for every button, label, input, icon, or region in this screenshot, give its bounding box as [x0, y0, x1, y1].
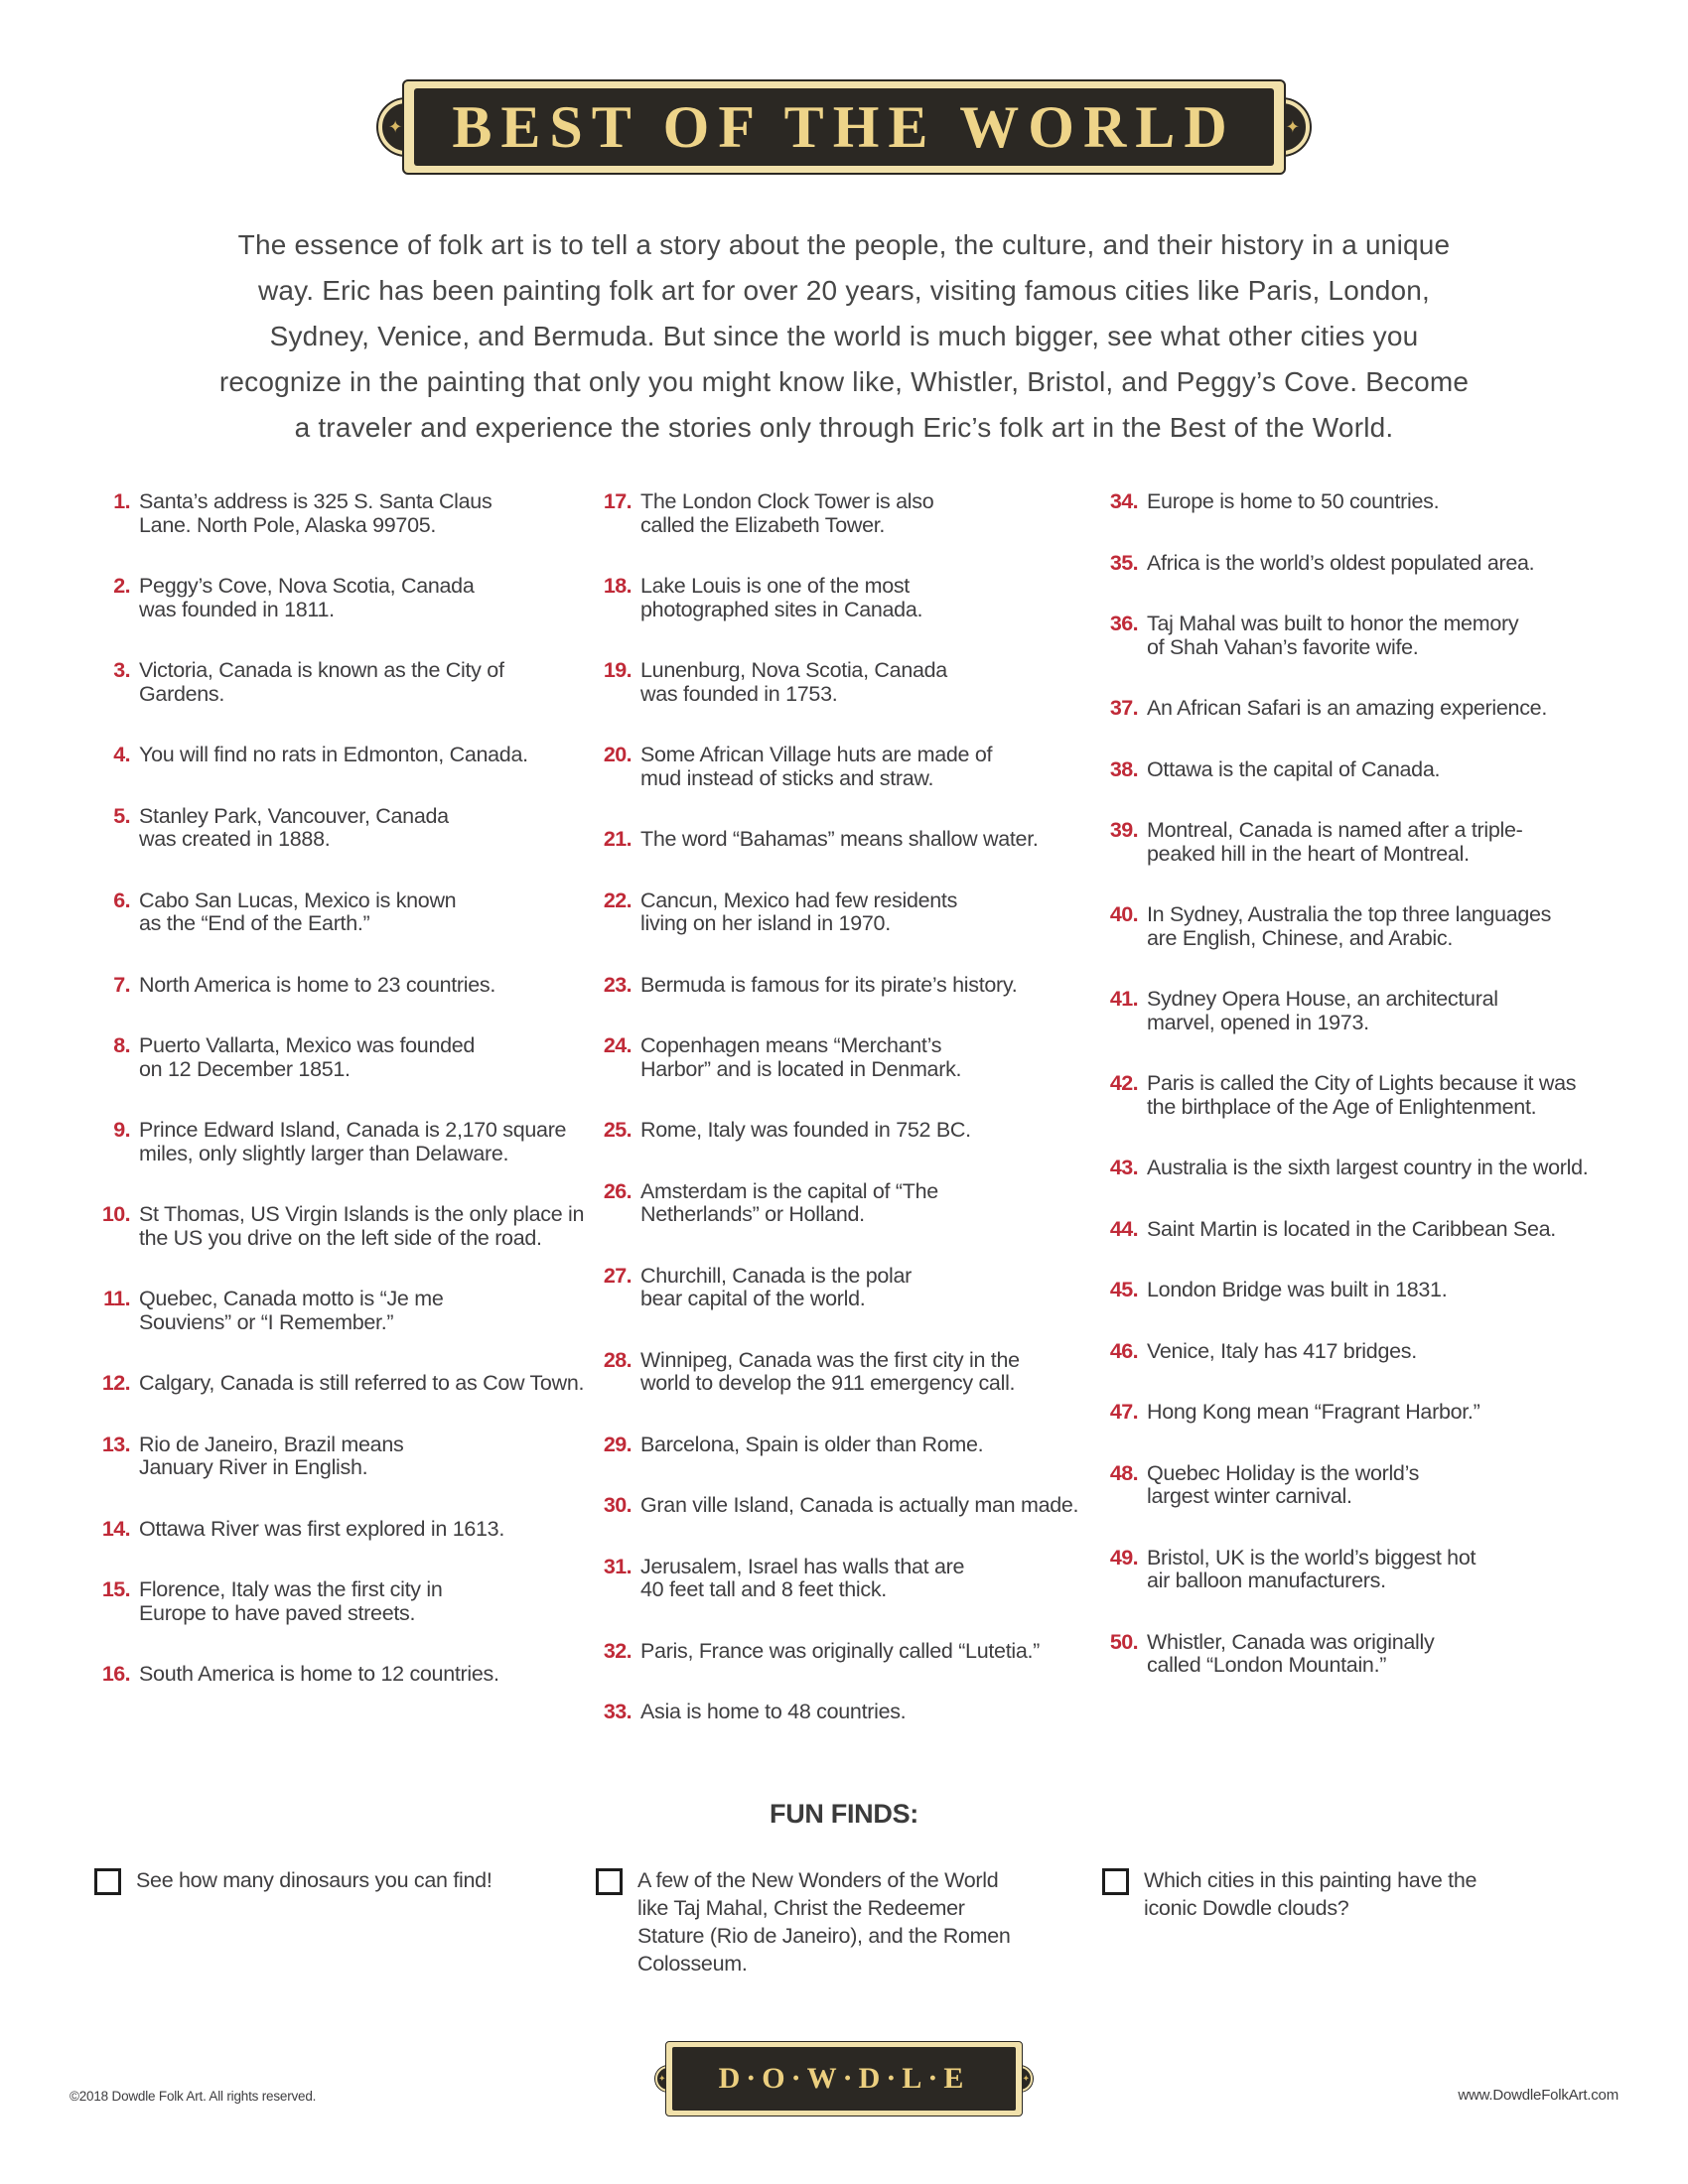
fact-line: Quebec, Canada motto is “Je me	[139, 1287, 444, 1310]
fact-line: Australia is the sixth largest country in the world.	[1147, 1156, 1589, 1179]
fact-number: 47.	[1109, 1400, 1138, 1424]
facts-column-1	[94, 490, 591, 1724]
fact-line: was created in 1888.	[139, 827, 331, 851]
fact-text	[1147, 1279, 1447, 1302]
fact-item-39	[1102, 819, 1599, 866]
fact-line: Saint Martin is located in the Caribbean Sea.	[1147, 1216, 1556, 1241]
fact-line: Santa’s address is 325 S. Santa Claus	[139, 489, 492, 513]
fact-number: 23.	[603, 972, 632, 997]
fact-text	[640, 744, 992, 790]
fact-text	[640, 1119, 971, 1143]
fact-text	[1147, 1547, 1476, 1593]
fact-line: Whistler, Canada was originally	[1147, 1629, 1435, 1654]
fun-find-text	[1144, 1866, 1477, 1922]
fact-line: bear capital of the world.	[640, 1287, 866, 1310]
fact-item-44	[1102, 1218, 1599, 1242]
fact-text	[1147, 552, 1534, 576]
fact-text	[640, 575, 922, 621]
intro-line: Sydney, Venice, and Bermuda. But since the world is much bigger, see what other cities you	[269, 321, 1419, 351]
fact-text	[640, 1494, 1078, 1518]
fact-text	[139, 1663, 499, 1687]
fact-item-6	[94, 889, 591, 936]
website-text: www.DowdleFolkArt.com	[1458, 2087, 1618, 2104]
fact-text	[139, 974, 495, 998]
fact-text	[139, 1288, 444, 1334]
fact-item-20	[596, 744, 1092, 790]
fact-line: are English, Chinese, and Arabic.	[1147, 925, 1454, 950]
fact-number: 8.	[113, 1033, 130, 1057]
fact-text	[139, 490, 492, 537]
fact-item-19	[596, 659, 1092, 706]
fact-number: 40.	[1109, 902, 1138, 926]
fact-number: 17.	[603, 489, 632, 513]
fact-line: Bermuda is famous for its pirate’s history.	[640, 972, 1018, 997]
fact-line: Bristol, UK is the world’s biggest hot	[1147, 1545, 1477, 1570]
fact-item-11	[94, 1288, 591, 1334]
fact-line: Prince Edward Island, Canada is 2,170 square	[139, 1118, 567, 1142]
fact-line: air balloon manufacturers.	[1147, 1569, 1386, 1592]
fact-number: 11.	[103, 1287, 130, 1310]
fact-number: 34.	[1109, 489, 1138, 513]
fact-item-38	[1102, 758, 1599, 782]
fact-text	[1147, 903, 1551, 950]
fact-line: Lunenburg, Nova Scotia, Canada	[640, 658, 947, 682]
fact-text	[139, 1034, 475, 1081]
fun-find-item-2	[596, 1866, 1092, 1978]
fact-number: 20.	[603, 743, 632, 766]
fact-text	[1147, 1401, 1479, 1425]
fact-text	[139, 575, 475, 621]
fact-item-5	[94, 805, 591, 852]
fact-text	[1147, 1072, 1576, 1119]
fact-item-22	[596, 889, 1092, 936]
fact-item-17	[596, 490, 1092, 537]
fact-line: You will find no rats in Edmonton, Canada.	[139, 743, 528, 766]
fact-line: Cancun, Mexico had few residents	[640, 887, 958, 912]
fact-line: Netherlands” or Holland.	[640, 1202, 865, 1226]
fact-text	[640, 659, 947, 706]
fact-line: Montreal, Canada is named after a triple-	[1147, 818, 1523, 842]
fact-line: called the Elizabeth Tower.	[640, 512, 886, 537]
logo-wordmark: D·O·W·D·L·E	[718, 2062, 970, 2095]
fact-number: 15.	[101, 1577, 130, 1601]
fact-line: of Shah Vahan’s favorite wife.	[1147, 634, 1419, 659]
fact-item-13	[94, 1433, 591, 1480]
fact-text	[1147, 1462, 1419, 1509]
fact-number: 30.	[603, 1493, 632, 1517]
fact-line: An African Safari is an amazing experience.	[1147, 696, 1547, 720]
fun-find-item-3	[1102, 1866, 1599, 1922]
fact-text	[139, 1372, 584, 1396]
fact-item-49	[1102, 1547, 1599, 1593]
fact-line: Churchill, Canada is the polar	[640, 1263, 913, 1288]
fact-text	[640, 889, 957, 936]
fact-line: Souviens” or “I Remember.”	[139, 1309, 394, 1334]
fact-number: 14.	[101, 1516, 130, 1541]
fact-item-4	[94, 744, 591, 767]
title-banner	[388, 79, 1300, 175]
fact-item-18	[596, 575, 1092, 621]
fun-finds-heading: FUN FINDS:	[770, 1799, 918, 1829]
fact-line: called “London Mountain.”	[1147, 1653, 1387, 1677]
fact-text	[640, 1180, 938, 1227]
fact-line: Lake Louis is one of the most	[640, 574, 910, 598]
fact-item-16	[94, 1663, 591, 1687]
fact-item-29	[596, 1433, 1092, 1457]
fact-line: Peggy’s Cove, Nova Scotia, Canada	[139, 574, 475, 598]
fact-number: 45.	[1109, 1278, 1138, 1301]
fun-find-line: Stature (Rio de Janeiro), and the Romen	[637, 1924, 1011, 1948]
fact-number: 22.	[603, 887, 632, 912]
fact-line: was founded in 1811.	[139, 597, 335, 621]
facts-column-3	[1102, 490, 1599, 1715]
fact-item-3	[94, 659, 591, 706]
fact-number: 28.	[603, 1347, 632, 1372]
intro-line: recognize in the painting that only you might know like, Whistler, Bristol, and Peggy’s Cove. Become	[218, 366, 1470, 397]
fact-text	[139, 805, 449, 852]
facts-column-2	[596, 490, 1092, 1762]
fact-item-26	[596, 1180, 1092, 1227]
banner-field	[414, 88, 1274, 166]
fact-item-35	[1102, 552, 1599, 576]
fact-text	[640, 974, 1017, 998]
fun-find-line: Which cities in this painting have the	[1144, 1868, 1477, 1892]
fact-line: Stanley Park, Vancouver, Canada	[139, 803, 449, 828]
fun-find-line: like Taj Mahal, Christ the Redeemer	[637, 1896, 965, 1920]
fact-number: 38.	[1109, 756, 1138, 781]
fact-text	[139, 1518, 504, 1542]
fact-item-50	[1102, 1631, 1599, 1678]
fact-line: Copenhagen means “Merchant’s	[640, 1033, 942, 1057]
fact-text	[1147, 613, 1518, 659]
fact-text	[139, 1578, 443, 1625]
fun-find-text	[136, 1866, 492, 1895]
fact-item-40	[1102, 903, 1599, 950]
fun-find-line: See how many dinosaurs you can find!	[136, 1868, 492, 1892]
fact-number: 18.	[603, 574, 632, 598]
fact-text	[640, 1349, 1020, 1396]
fact-number: 25.	[603, 1118, 632, 1142]
fact-number: 5.	[113, 803, 130, 828]
fact-item-28	[596, 1349, 1092, 1396]
fact-text	[1147, 1157, 1588, 1180]
fact-number: 27.	[603, 1263, 632, 1288]
fact-number: 33.	[603, 1700, 632, 1723]
fact-line: peaked hill in the heart of Montreal.	[1147, 841, 1470, 866]
fact-line: Europe to have paved streets.	[139, 1600, 416, 1625]
copyright-text: ©2018 Dowdle Folk Art. All rights reserved.	[70, 2089, 317, 2104]
fact-line: St Thomas, US Virgin Islands is the only place in	[139, 1202, 585, 1226]
fact-line: Barcelona, Spain is older than Rome.	[640, 1432, 984, 1456]
fact-text	[1147, 819, 1522, 866]
fact-item-15	[94, 1578, 591, 1625]
fun-find-checkbox[interactable]	[596, 1868, 623, 1895]
fact-item-33	[596, 1701, 1092, 1724]
fact-line: miles, only slightly larger than Delaware.	[139, 1141, 509, 1165]
fact-number: 4.	[113, 743, 130, 766]
fact-line: The London Clock Tower is also	[640, 489, 934, 513]
fun-find-line: Colosseum.	[637, 1952, 748, 1976]
fact-line: Calgary, Canada is still referred to as Cow Town.	[139, 1371, 585, 1395]
fact-item-9	[94, 1119, 591, 1165]
fact-line: Ottawa is the capital of Canada.	[1147, 756, 1441, 781]
fact-line: was founded in 1753.	[640, 681, 838, 706]
fact-number: 31.	[603, 1554, 632, 1578]
fact-item-45	[1102, 1279, 1599, 1302]
fact-line: Quebec Holiday is the world’s	[1147, 1460, 1420, 1485]
fact-number: 42.	[1109, 1071, 1138, 1095]
fact-text	[139, 1433, 403, 1480]
fact-number: 12.	[101, 1371, 130, 1395]
fact-text	[1147, 1340, 1417, 1364]
fact-item-41	[1102, 988, 1599, 1034]
fact-number: 35.	[1109, 550, 1138, 575]
fact-line: Lane. North Pole, Alaska 99705.	[139, 512, 437, 537]
fact-line: mud instead of sticks and straw.	[640, 765, 934, 790]
intro-paragraph	[109, 222, 1579, 451]
fact-number: 24.	[603, 1033, 632, 1057]
fact-line: Puerto Vallarta, Mexico was founded	[139, 1033, 476, 1057]
fun-find-checkbox[interactable]	[1102, 1868, 1129, 1895]
fact-line: the birthplace of the Age of Enlightenment.	[1147, 1094, 1537, 1119]
fact-item-34	[1102, 490, 1599, 514]
fact-item-32	[596, 1640, 1092, 1664]
fact-text	[1147, 490, 1439, 514]
fact-item-31	[596, 1556, 1092, 1602]
fact-text	[139, 659, 591, 706]
fact-number: 1.	[113, 489, 130, 513]
fact-text	[640, 1265, 912, 1311]
fact-line: marvel, opened in 1973.	[1147, 1010, 1369, 1034]
fact-line: Winnipeg, Canada was the first city in the	[640, 1347, 1020, 1372]
fact-line: Taj Mahal was built to honor the memory	[1147, 612, 1519, 635]
fact-item-36	[1102, 613, 1599, 659]
fact-item-48	[1102, 1462, 1599, 1509]
fact-item-7	[94, 974, 591, 998]
fact-text	[640, 1701, 906, 1724]
fact-item-42	[1102, 1072, 1599, 1119]
fleur-ornament-icon: ✦	[388, 117, 403, 137]
logo-field	[672, 2047, 1016, 2111]
fleur-ornament-icon: ✦	[1285, 117, 1300, 137]
fact-item-14	[94, 1518, 591, 1542]
fact-line: January River in English.	[139, 1455, 368, 1479]
fact-number: 49.	[1109, 1545, 1138, 1570]
fact-line: Florence, Italy was the first city in	[139, 1577, 443, 1601]
intro-line: The essence of folk art is to tell a story about the people, the culture, and their history in a unique	[237, 229, 1451, 260]
fact-item-27	[596, 1265, 1092, 1311]
fleur-ornament-icon: ✦	[1022, 2073, 1030, 2084]
fact-line: on 12 December 1851.	[139, 1056, 351, 1081]
fact-line: Paris, France was originally called “Lutetia.”	[640, 1638, 1041, 1663]
fact-line: South America is home to 12 countries.	[139, 1662, 499, 1686]
fact-text	[640, 1556, 964, 1602]
fact-line: world to develop the 911 emergency call.	[640, 1371, 1016, 1395]
fleur-ornament-icon: ✦	[658, 2073, 666, 2084]
fact-line: photographed sites in Canada.	[640, 597, 923, 621]
fact-text	[1147, 758, 1440, 782]
fact-number: 9.	[113, 1118, 130, 1142]
fact-line: The word “Bahamas” means shallow water.	[640, 827, 1039, 851]
fact-line: living on her island in 1970.	[640, 911, 891, 935]
fact-item-43	[1102, 1157, 1599, 1180]
fact-number: 26.	[603, 1178, 632, 1203]
fact-item-2	[94, 575, 591, 621]
fact-number: 41.	[1109, 987, 1138, 1011]
fun-find-text	[637, 1866, 1011, 1978]
fact-line: 40 feet tall and 8 feet thick.	[640, 1577, 887, 1601]
fact-item-8	[94, 1034, 591, 1081]
intro-line: way. Eric has been painting folk art for over 20 years, visiting famous cities like Paris, London,	[257, 275, 1431, 306]
fact-item-24	[596, 1034, 1092, 1081]
fun-find-checkbox[interactable]	[94, 1868, 121, 1895]
fact-line: Europe is home to 50 countries.	[1147, 489, 1440, 513]
fact-item-37	[1102, 697, 1599, 721]
fact-number: 50.	[1109, 1629, 1138, 1654]
fact-text	[640, 1034, 961, 1081]
fun-find-item-1	[94, 1866, 591, 1895]
fact-text	[640, 828, 1039, 852]
fact-line: Asia is home to 48 countries.	[640, 1700, 907, 1723]
fact-line: Africa is the world’s oldest populated area.	[1147, 550, 1535, 575]
fact-number: 46.	[1109, 1338, 1138, 1363]
fact-text	[139, 889, 456, 936]
fact-number: 10.	[101, 1202, 130, 1226]
fact-number: 16.	[101, 1662, 130, 1686]
fact-text	[139, 1119, 566, 1165]
fact-number: 37.	[1109, 696, 1138, 720]
fact-number: 6.	[113, 887, 130, 912]
fact-line: Jerusalem, Israel has walls that are	[640, 1554, 965, 1578]
fact-number: 44.	[1109, 1216, 1138, 1241]
fact-number: 48.	[1109, 1460, 1138, 1485]
fact-text	[1147, 697, 1547, 721]
fact-item-21	[596, 828, 1092, 852]
fact-text	[640, 1640, 1040, 1664]
fact-number: 39.	[1109, 818, 1138, 842]
intro-line: a traveler and experience the stories only through Eric’s folk art in the Best of the World.	[294, 412, 1394, 443]
fact-number: 21.	[603, 827, 632, 851]
fact-line: Victoria, Canada is known as the City of Gardens.	[139, 658, 504, 706]
fact-line: as the “End of the Earth.”	[139, 911, 370, 935]
fact-text	[139, 744, 528, 767]
fact-text	[640, 490, 933, 537]
fact-line: Venice, Italy has 417 bridges.	[1147, 1338, 1417, 1363]
fact-number: 7.	[113, 972, 130, 997]
fact-line: Rio de Janeiro, Brazil means	[139, 1432, 404, 1456]
fact-line: the US you drive on the left side of the road.	[139, 1225, 542, 1250]
fact-line: London Bridge was built in 1831.	[1147, 1278, 1448, 1301]
fact-line: Harbor” and is located in Denmark.	[640, 1056, 962, 1081]
fun-find-line: A few of the New Wonders of the World	[637, 1868, 999, 1892]
fact-line: Cabo San Lucas, Mexico is known	[139, 887, 457, 912]
dowdle-logo	[658, 2041, 1030, 2116]
fact-number: 32.	[603, 1638, 632, 1663]
fact-text	[139, 1203, 584, 1250]
page-title: BEST OF THE WORLD	[452, 93, 1236, 160]
fact-number: 19.	[603, 658, 632, 682]
fact-line: Rome, Italy was founded in 752 BC.	[640, 1118, 971, 1142]
fact-line: Amsterdam is the capital of “The	[640, 1178, 938, 1203]
fact-line: Hong Kong mean “Fragrant Harbor.”	[1147, 1400, 1480, 1424]
fact-line: North America is home to 23 countries.	[139, 972, 496, 997]
fact-item-12	[94, 1372, 591, 1396]
fact-item-46	[1102, 1340, 1599, 1364]
fact-number: 2.	[113, 574, 130, 598]
fact-line: In Sydney, Australia the top three languages	[1147, 902, 1552, 926]
fact-text	[1147, 1218, 1556, 1242]
fun-find-line: iconic Dowdle clouds?	[1144, 1896, 1349, 1920]
fact-number: 13.	[101, 1432, 130, 1456]
fact-number: 43.	[1109, 1156, 1138, 1179]
fact-line: Gran ville Island, Canada is actually man made.	[640, 1493, 1079, 1517]
fact-number: 3.	[113, 658, 130, 682]
fact-line: largest winter carnival.	[1147, 1484, 1352, 1508]
fact-item-23	[596, 974, 1092, 998]
fact-item-47	[1102, 1401, 1599, 1425]
fact-item-30	[596, 1494, 1092, 1518]
fact-text	[640, 1433, 983, 1457]
fact-line: Paris is called the City of Lights because it was	[1147, 1071, 1577, 1095]
fact-line: Some African Village huts are made of	[640, 743, 993, 766]
fact-text	[1147, 988, 1498, 1034]
fact-text	[1147, 1631, 1434, 1678]
fact-item-1	[94, 490, 591, 537]
fact-line: Sydney Opera House, an architectural	[1147, 987, 1498, 1011]
fact-item-10	[94, 1203, 591, 1250]
fact-line: Ottawa River was first explored in 1613.	[139, 1516, 504, 1541]
fact-number: 36.	[1109, 612, 1138, 635]
fact-number: 29.	[603, 1432, 632, 1456]
fact-item-25	[596, 1119, 1092, 1143]
